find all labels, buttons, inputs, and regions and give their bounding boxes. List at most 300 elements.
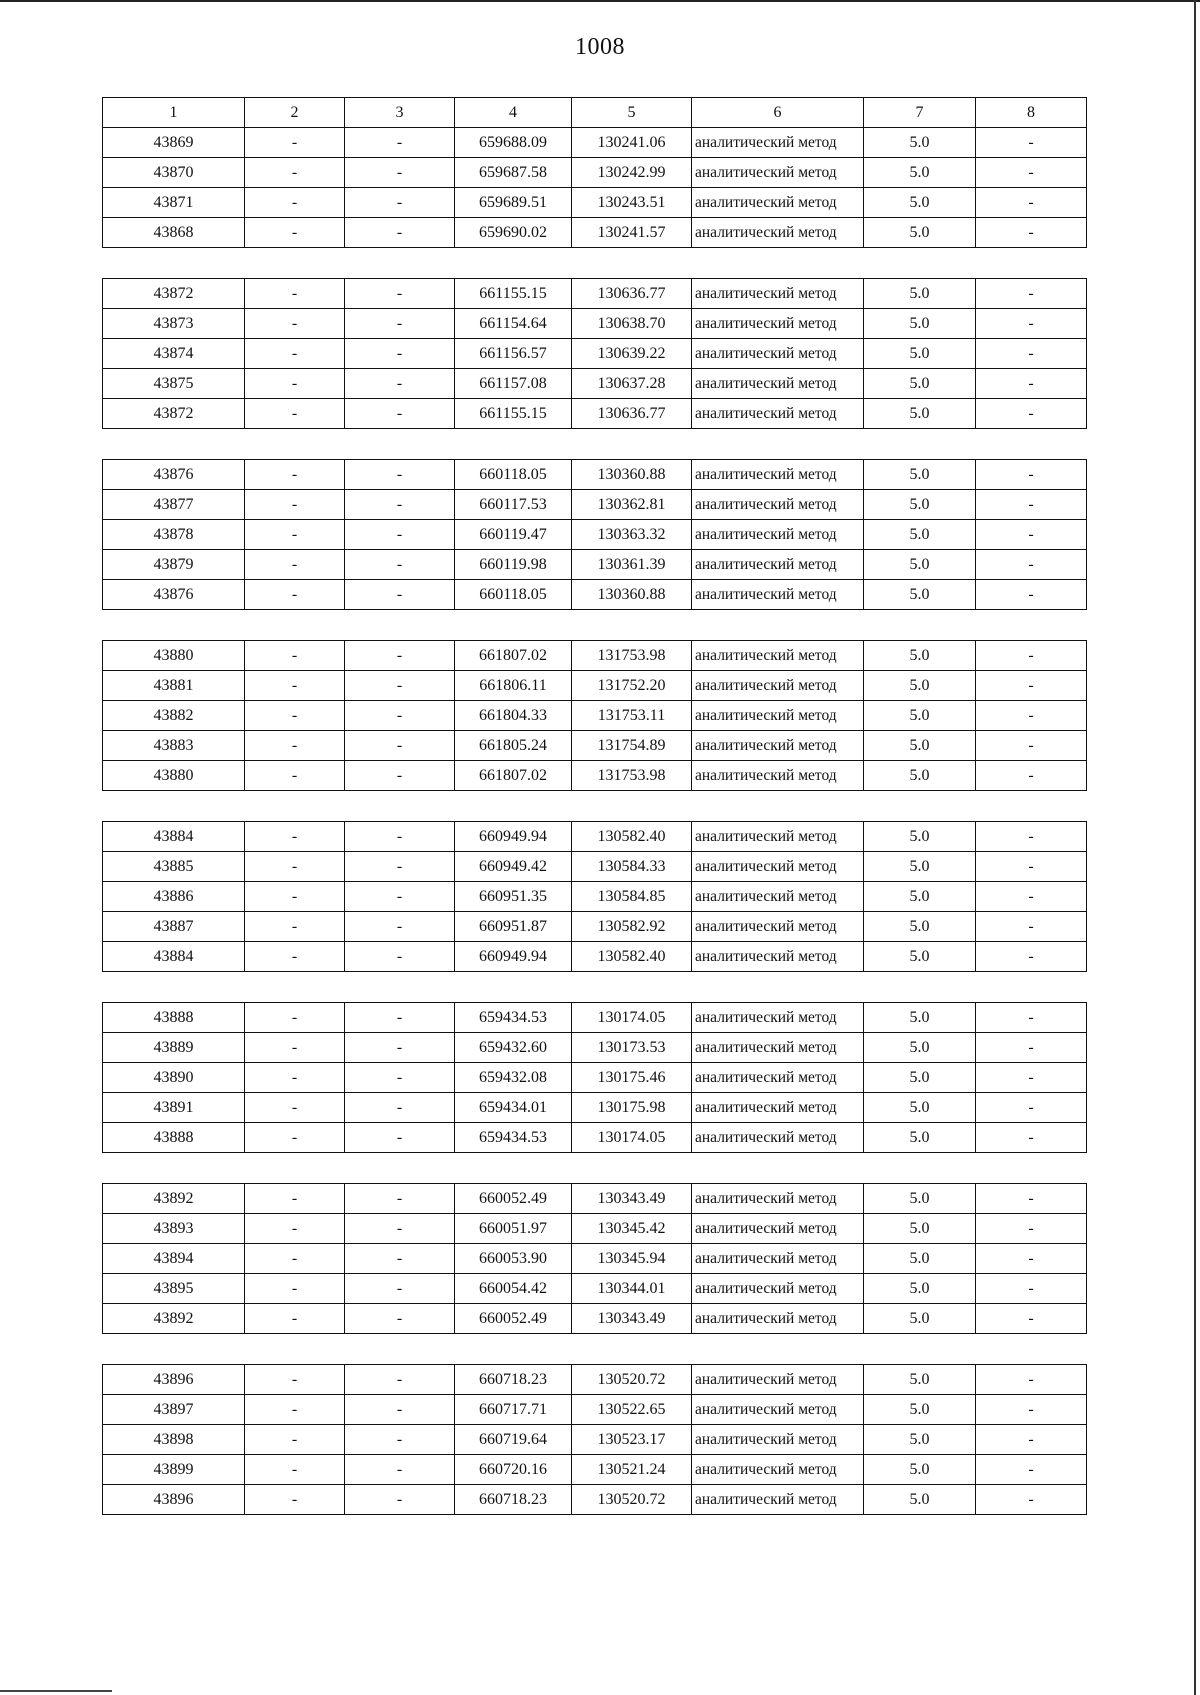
table-cell: - (976, 399, 1087, 429)
table-cell: аналитический метод (692, 1455, 864, 1485)
table-row (103, 1244, 1087, 1274)
table-row (103, 1395, 1087, 1425)
table-row (103, 912, 1087, 942)
table-cell: 130344.01 (572, 1274, 692, 1304)
table-row (103, 671, 1087, 701)
table-row (103, 218, 1087, 248)
table-cell: аналитический метод (692, 580, 864, 610)
table-cell: - (976, 1214, 1087, 1244)
table-cell: 130174.05 (572, 1123, 692, 1153)
table-cell: 130360.88 (572, 580, 692, 610)
table-cell: аналитический метод (692, 701, 864, 731)
table-cell: 130242.99 (572, 158, 692, 188)
point-block (102, 278, 1087, 429)
table-cell: 5.0 (864, 1123, 976, 1153)
table-cell: 5.0 (864, 1395, 976, 1425)
table-cell: 43883 (103, 731, 245, 761)
table-cell: - (245, 1304, 345, 1334)
table-cell: - (345, 1425, 455, 1455)
table-cell: аналитический метод (692, 822, 864, 852)
table-cell: 660949.94 (455, 942, 572, 972)
table-cell: 130636.77 (572, 279, 692, 309)
table-cell: - (976, 309, 1087, 339)
table-cell: - (245, 1063, 345, 1093)
table-cell: - (976, 1244, 1087, 1274)
table-cell: аналитический метод (692, 339, 864, 369)
table-cell: - (245, 1485, 345, 1515)
table-cell: 659432.08 (455, 1063, 572, 1093)
table-cell: 660118.05 (455, 580, 572, 610)
table-cell: - (345, 1093, 455, 1123)
table-cell: 660053.90 (455, 1244, 572, 1274)
table-cell: аналитический метод (692, 1304, 864, 1334)
table-cell: аналитический метод (692, 1274, 864, 1304)
table-row (103, 822, 1087, 852)
table-cell: 131753.98 (572, 641, 692, 671)
table-cell: 660118.05 (455, 460, 572, 490)
table-cell: аналитический метод (692, 912, 864, 942)
table-cell: 130360.88 (572, 460, 692, 490)
table-cell: 43884 (103, 942, 245, 972)
table-cell: - (345, 309, 455, 339)
table-cell: - (245, 550, 345, 580)
table-cell: - (345, 701, 455, 731)
table-cell: 130175.46 (572, 1063, 692, 1093)
table-cell: - (345, 731, 455, 761)
table-cell: аналитический метод (692, 671, 864, 701)
table-cell: 5.0 (864, 912, 976, 942)
table-cell: 43878 (103, 520, 245, 550)
table-cell: 5.0 (864, 309, 976, 339)
table-cell: 5.0 (864, 279, 976, 309)
table-cell: 661155.15 (455, 399, 572, 429)
table-cell: 660951.35 (455, 882, 572, 912)
table-cell: - (976, 1093, 1087, 1123)
table-cell: - (245, 671, 345, 701)
table-cell: 659689.51 (455, 188, 572, 218)
table-cell: - (976, 460, 1087, 490)
table-cell: - (345, 761, 455, 791)
point-block (103, 128, 1087, 248)
table-cell: - (976, 761, 1087, 791)
table-cell: - (976, 1184, 1087, 1214)
table-cell: 43884 (103, 822, 245, 852)
table-cell: 661804.33 (455, 701, 572, 731)
table-cell: аналитический метод (692, 460, 864, 490)
table-row (103, 188, 1087, 218)
table-cell: 659687.58 (455, 158, 572, 188)
table-cell: - (245, 1365, 345, 1395)
table-cell: 5.0 (864, 822, 976, 852)
table-row (103, 1214, 1087, 1244)
table-cell: - (976, 1395, 1087, 1425)
table-cell: - (976, 1365, 1087, 1395)
table-cell: - (245, 822, 345, 852)
table-cell: 43881 (103, 671, 245, 701)
table-cell: - (345, 490, 455, 520)
table-cell: - (976, 852, 1087, 882)
table-row (103, 520, 1087, 550)
table-cell: аналитический метод (692, 1123, 864, 1153)
table-cell: 661155.15 (455, 279, 572, 309)
point-block (102, 821, 1087, 972)
table-cell: - (976, 339, 1087, 369)
scan-edge-right (1194, 0, 1196, 1695)
table-cell: 130582.40 (572, 942, 692, 972)
table-cell: 5.0 (864, 1365, 976, 1395)
table-cell: 130637.28 (572, 369, 692, 399)
table-cell: 130173.53 (572, 1033, 692, 1063)
table-cell: 43896 (103, 1365, 245, 1395)
table-cell: - (345, 1274, 455, 1304)
table-cell: - (245, 1184, 345, 1214)
column-header: 7 (864, 98, 976, 128)
table-cell: - (245, 369, 345, 399)
table-cell: - (245, 882, 345, 912)
table-cell: - (976, 912, 1087, 942)
table-cell: 43870 (103, 158, 245, 188)
table-cell: - (345, 882, 455, 912)
column-header: 4 (455, 98, 572, 128)
table-cell: - (345, 1244, 455, 1274)
page-number: 1008 (575, 34, 625, 60)
table-cell: - (976, 882, 1087, 912)
table-cell: аналитический метод (692, 218, 864, 248)
table-cell: - (345, 641, 455, 671)
scan-edge-bottom (0, 1690, 112, 1692)
table-cell: - (245, 158, 345, 188)
table-cell: 130362.81 (572, 490, 692, 520)
point-block (102, 640, 1087, 791)
table-cell: аналитический метод (692, 520, 864, 550)
table-cell: 43891 (103, 1093, 245, 1123)
table-cell: 5.0 (864, 399, 976, 429)
table-cell: 660054.42 (455, 1274, 572, 1304)
table-cell: - (245, 761, 345, 791)
table-cell: 5.0 (864, 701, 976, 731)
table-cell: 660051.97 (455, 1214, 572, 1244)
table-cell: 659434.53 (455, 1123, 572, 1153)
table-cell: 43899 (103, 1455, 245, 1485)
table-cell: 43872 (103, 279, 245, 309)
table-cell: - (245, 1425, 345, 1455)
point-block (102, 1183, 1087, 1334)
table-row (103, 339, 1087, 369)
table-cell: 130241.06 (572, 128, 692, 158)
table-cell: 130361.39 (572, 550, 692, 580)
table-cell: 659434.01 (455, 1093, 572, 1123)
table-cell: - (976, 1425, 1087, 1455)
table-cell: 43890 (103, 1063, 245, 1093)
table-cell: - (245, 399, 345, 429)
table-cell: - (345, 1063, 455, 1093)
table-cell: аналитический метод (692, 309, 864, 339)
table-cell: 5.0 (864, 942, 976, 972)
table-cell: - (245, 309, 345, 339)
table-cell: 43885 (103, 852, 245, 882)
table-cell: - (245, 1274, 345, 1304)
table-cell: 660718.23 (455, 1365, 572, 1395)
table-cell: - (976, 218, 1087, 248)
table-cell: 43879 (103, 550, 245, 580)
table-row (103, 158, 1087, 188)
table-cell: - (345, 128, 455, 158)
table-cell: - (345, 912, 455, 942)
table-cell: 130584.85 (572, 882, 692, 912)
table-cell: - (245, 731, 345, 761)
table-cell: 5.0 (864, 460, 976, 490)
table-cell: аналитический метод (692, 399, 864, 429)
table-row (103, 882, 1087, 912)
table-row (103, 1365, 1087, 1395)
table-cell: 5.0 (864, 550, 976, 580)
table-cell: 130175.98 (572, 1093, 692, 1123)
table-cell: аналитический метод (692, 1244, 864, 1274)
table-cell: 43897 (103, 1395, 245, 1425)
table-cell: 660052.49 (455, 1184, 572, 1214)
table-cell: - (245, 701, 345, 731)
table-cell: 5.0 (864, 1274, 976, 1304)
table-cell: 43886 (103, 882, 245, 912)
table-cell: аналитический метод (692, 1425, 864, 1455)
table-row (103, 369, 1087, 399)
table-cell: - (976, 1123, 1087, 1153)
table-cell: - (976, 701, 1087, 731)
table-cell: 43872 (103, 399, 245, 429)
table-cell: - (345, 1123, 455, 1153)
table-cell: 660949.94 (455, 822, 572, 852)
table-cell: 130636.77 (572, 399, 692, 429)
table-cell: 661806.11 (455, 671, 572, 701)
table-cell: - (345, 1485, 455, 1515)
table-cell: 43892 (103, 1184, 245, 1214)
table-cell: 43873 (103, 309, 245, 339)
table-row (103, 279, 1087, 309)
table-cell: - (976, 641, 1087, 671)
table-cell: 5.0 (864, 1214, 976, 1244)
table-cell: - (245, 490, 345, 520)
table-cell: - (245, 1244, 345, 1274)
table-cell: 659688.09 (455, 128, 572, 158)
table-cell: 43876 (103, 460, 245, 490)
table-cell: 5.0 (864, 1304, 976, 1334)
table-cell: - (345, 1033, 455, 1063)
table-cell: - (976, 671, 1087, 701)
table-cell: 661807.02 (455, 761, 572, 791)
header-row (103, 98, 1087, 128)
table-cell: - (345, 1395, 455, 1425)
table-row (103, 580, 1087, 610)
table-cell: - (976, 158, 1087, 188)
table-cell: - (245, 520, 345, 550)
table-cell: 43893 (103, 1214, 245, 1244)
table-cell: 43887 (103, 912, 245, 942)
table-cell: аналитический метод (692, 1003, 864, 1033)
table-cell: аналитический метод (692, 1184, 864, 1214)
table-cell: 5.0 (864, 1093, 976, 1123)
table-cell: 43896 (103, 1485, 245, 1515)
column-header: 8 (976, 98, 1087, 128)
table-cell: 659434.53 (455, 1003, 572, 1033)
table-cell: аналитический метод (692, 188, 864, 218)
table-cell: - (345, 942, 455, 972)
table-cell: 5.0 (864, 731, 976, 761)
table-cell: - (345, 460, 455, 490)
table-cell: - (976, 580, 1087, 610)
table-cell: - (245, 1123, 345, 1153)
table-cell: 43877 (103, 490, 245, 520)
table-cell: аналитический метод (692, 1063, 864, 1093)
table-cell: 5.0 (864, 580, 976, 610)
table-cell: 5.0 (864, 1455, 976, 1485)
table-cell: - (245, 1093, 345, 1123)
table-cell: 5.0 (864, 1485, 976, 1515)
table-cell: 43892 (103, 1304, 245, 1334)
table-cell: - (345, 218, 455, 248)
table-cell: - (976, 550, 1087, 580)
table-cell: аналитический метод (692, 882, 864, 912)
table-row (103, 128, 1087, 158)
table-cell: - (976, 1304, 1087, 1334)
table-cell: - (245, 1455, 345, 1485)
table-cell: 660117.53 (455, 490, 572, 520)
column-header: 5 (572, 98, 692, 128)
scan-edge-top (0, 0, 1200, 2)
column-header: 2 (245, 98, 345, 128)
table-cell: 130363.32 (572, 520, 692, 550)
table-cell: - (245, 580, 345, 610)
table-cell: 130520.72 (572, 1365, 692, 1395)
table-cell: аналитический метод (692, 490, 864, 520)
table-cell: 43898 (103, 1425, 245, 1455)
table-cell: аналитический метод (692, 731, 864, 761)
table-cell: - (345, 369, 455, 399)
table-cell: - (345, 1365, 455, 1395)
table-row (103, 942, 1087, 972)
table-cell: 43882 (103, 701, 245, 731)
table-row (103, 761, 1087, 791)
table-cell: - (345, 671, 455, 701)
table-cell: аналитический метод (692, 761, 864, 791)
table-cell: 131754.89 (572, 731, 692, 761)
table-cell: 5.0 (864, 218, 976, 248)
table-cell: 43868 (103, 218, 245, 248)
table-cell: 660720.16 (455, 1455, 572, 1485)
table-cell: - (976, 188, 1087, 218)
table-cell: - (345, 1455, 455, 1485)
table-row (103, 309, 1087, 339)
table-cell: - (245, 1214, 345, 1244)
table-row (103, 641, 1087, 671)
table-cell: 5.0 (864, 369, 976, 399)
table-cell: - (345, 580, 455, 610)
table-row (103, 1123, 1087, 1153)
table-cell: 43888 (103, 1123, 245, 1153)
table-cell: - (245, 279, 345, 309)
table-cell: 43874 (103, 339, 245, 369)
table-cell: 5.0 (864, 671, 976, 701)
table-row (103, 852, 1087, 882)
point-block (102, 1364, 1087, 1515)
table-cell: 131753.98 (572, 761, 692, 791)
table-cell: - (345, 550, 455, 580)
table-cell: 661154.64 (455, 309, 572, 339)
table-cell: - (345, 188, 455, 218)
table-cell: 661156.57 (455, 339, 572, 369)
table-row (103, 490, 1087, 520)
table-cell: - (976, 1485, 1087, 1515)
table-cell: 130343.49 (572, 1184, 692, 1214)
table-cell: 43894 (103, 1244, 245, 1274)
table-cell: - (976, 731, 1087, 761)
table-cell: 660951.87 (455, 912, 572, 942)
table-cell: - (245, 912, 345, 942)
table-cell: аналитический метод (692, 942, 864, 972)
table-cell: аналитический метод (692, 158, 864, 188)
table-cell: 5.0 (864, 128, 976, 158)
table-cell: аналитический метод (692, 550, 864, 580)
table-cell: - (245, 852, 345, 882)
table-cell: 5.0 (864, 641, 976, 671)
table-cell: 5.0 (864, 520, 976, 550)
table-cell: - (976, 1063, 1087, 1093)
table-cell: 661157.08 (455, 369, 572, 399)
table-cell: - (245, 641, 345, 671)
table-cell: 43880 (103, 761, 245, 791)
table-cell: аналитический метод (692, 279, 864, 309)
table-cell: 130521.24 (572, 1455, 692, 1485)
table-cell: - (245, 460, 345, 490)
table-cell: аналитический метод (692, 1395, 864, 1425)
table-cell: 5.0 (864, 1063, 976, 1093)
table-cell: - (345, 399, 455, 429)
table-cell: 130241.57 (572, 218, 692, 248)
table-cell: аналитический метод (692, 1214, 864, 1244)
table-cell: - (976, 1455, 1087, 1485)
table-row (103, 731, 1087, 761)
table-row (103, 1425, 1087, 1455)
table-cell: 660119.98 (455, 550, 572, 580)
table-cell: 130639.22 (572, 339, 692, 369)
table-cell: 5.0 (864, 1003, 976, 1033)
table-cell: - (345, 1304, 455, 1334)
table-cell: 130584.33 (572, 852, 692, 882)
table-cell: аналитический метод (692, 1033, 864, 1063)
column-header: 6 (692, 98, 864, 128)
table-cell: 660719.64 (455, 1425, 572, 1455)
point-block (102, 459, 1087, 610)
table-row (103, 1485, 1087, 1515)
table-cell: 130522.65 (572, 1395, 692, 1425)
table-row (103, 1274, 1087, 1304)
table-cell: 661807.02 (455, 641, 572, 671)
table-cell: - (976, 1003, 1087, 1033)
table-cell: 131753.11 (572, 701, 692, 731)
table-cell: 43880 (103, 641, 245, 671)
table-row (103, 460, 1087, 490)
column-header: 1 (103, 98, 245, 128)
table-cell: 659690.02 (455, 218, 572, 248)
table-cell: 5.0 (864, 188, 976, 218)
table-row (103, 1304, 1087, 1334)
table-cell: - (976, 1274, 1087, 1304)
table-cell: 5.0 (864, 1033, 976, 1063)
table-cell: 130345.94 (572, 1244, 692, 1274)
header-table (102, 97, 1087, 248)
table-cell: - (245, 128, 345, 158)
table-row (103, 1063, 1087, 1093)
table-cell: 43895 (103, 1274, 245, 1304)
